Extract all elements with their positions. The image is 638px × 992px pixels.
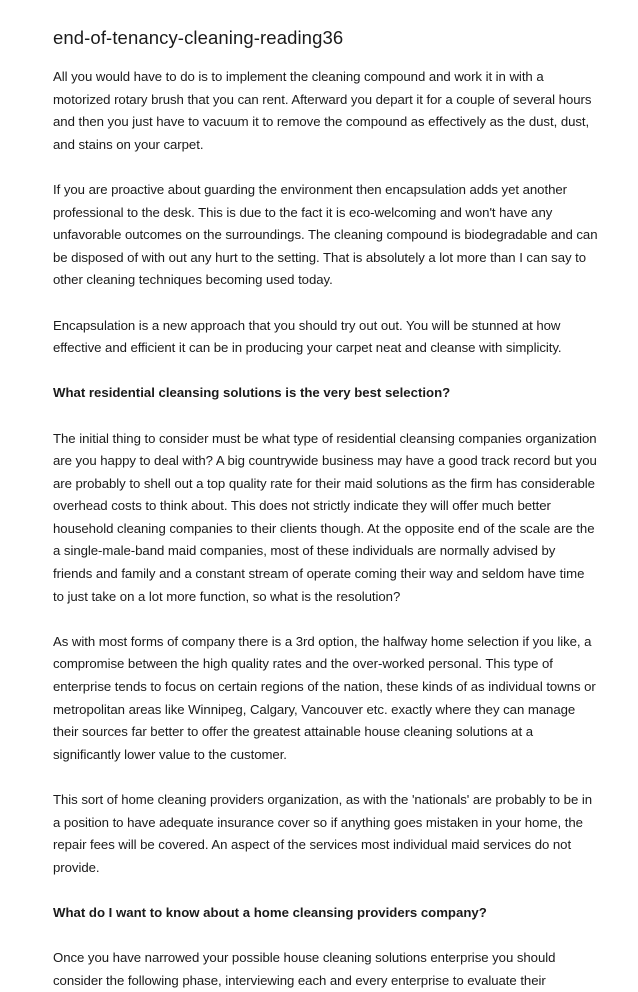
section-heading: What do I want to know about a home cleansing providers company? bbox=[53, 904, 487, 920]
paragraph: Encapsulation is a new approach that you should try out out. You will be stunned at how effective and efficient it can be in producing your carpet neat and cleanse with simplicity. bbox=[53, 317, 562, 356]
paragraph: The initial thing to consider must be what type of residential cleansing companies organization are you happy to deal with? A big countrywide business may have a good track record but you are probably to shell out a top quality rate for their maid solutions as the firm has considerable overhead costs to think about. This does not strictly indicate they will offer much better household cleaning companies to their clients though. At the opposite end of the scale are the a single-male-band maid companies, most of these individuals are normally advised by friends and family and a constant stream of operate coming their way and seldom have time to just take on a lot more function, so what is the resolution? bbox=[53, 430, 597, 604]
document-title: end-of-tenancy-cleaning-reading36 bbox=[53, 27, 344, 48]
paragraph: All you would have to do is to implement the cleaning compound and work it in with a motorized rotary brush that you can rent. Afterward you depart it for a couple of several hours and then you just have to vacuum it to remove the compound as effectively as the dust, dust, and stains on your carpet. bbox=[53, 69, 592, 152]
paragraph: As with most forms of company there is a 3rd option, the halfway home selection if you like, a compromise between the high quality rates and the over-worked personal. This type of enterprise tends to focus on certain regions of the nation, these kinds of as individual towns or metropolitan areas like Winnipeg, Calgary, Vancouver etc. exactly where they can manage their sources far better to offer the greatest attainable house cleaning solutions at a significantly lower value to the customer. bbox=[53, 633, 596, 762]
paragraph: If you are proactive about guarding the environment then encapsulation adds yet another professional to the desk. This is due to the fact it is eco-welcoming and won't have any unfavorable outcomes on the surroundings. The cleaning compound is biodegradable and can be disposed of with out any hurt to the setting. That is absolutely a lot more than I can say to other cleaning techniques becoming used today. bbox=[53, 181, 598, 288]
paragraph: Once you have narrowed your possible house cleaning solutions enterprise you should consider the following phase, interviewing each and every enterprise to evaluate their bbox=[53, 950, 556, 988]
section-heading: What residential cleansing solutions is the very best selection? bbox=[53, 385, 451, 401]
paragraph: This sort of home cleaning providers organization, as with the 'nationals' are probably to be in a position to have adequate insurance cover so if anything goes mistaken in your home, the repair fees will be covered. An aspect of the services most individual maid services do not provide. bbox=[53, 792, 593, 875]
